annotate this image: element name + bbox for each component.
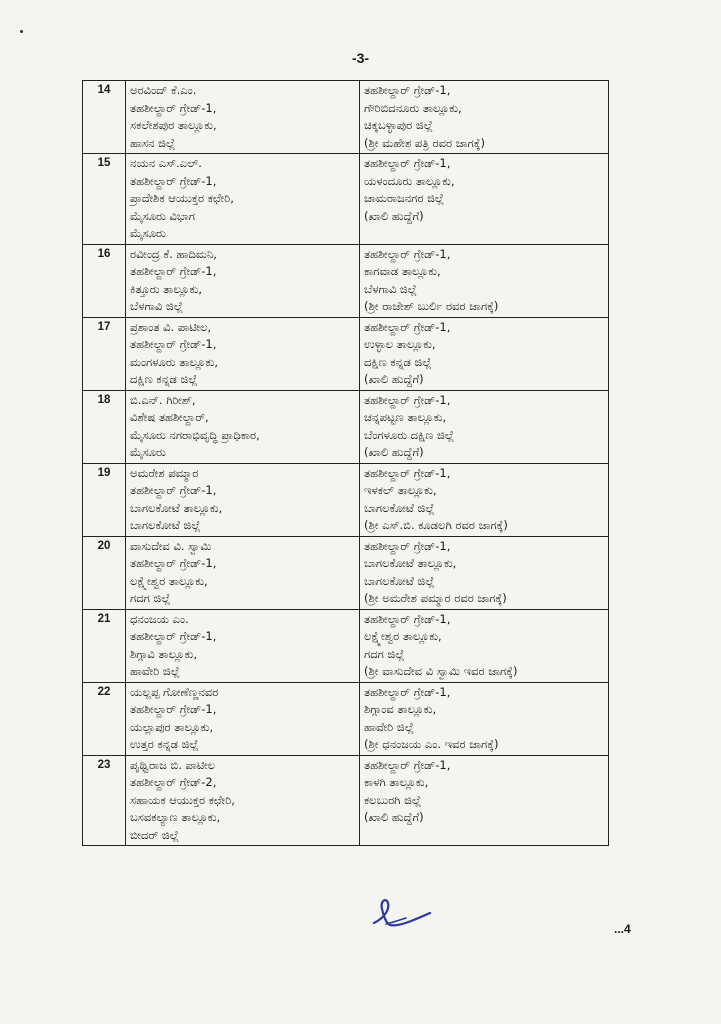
current-posting-line: ಲಕ್ಷ್ಮೇಶ್ವರ ತಾಲ್ಲೂಕು, <box>130 573 208 588</box>
new-posting-line: ತಹಶೀಲ್ದಾರ್ ಗ್ರೇಡ್-1, <box>364 538 451 553</box>
current-posting-line: ಬಿ.ಎನ್. ಗಿರೀಶ್, <box>130 392 196 407</box>
continuation-marker: ...4 <box>614 922 631 936</box>
table-row <box>83 536 609 609</box>
table-row <box>83 682 609 755</box>
new-posting-line: ಚಿಕ್ಕಬಳ್ಳಾಪುರ ಜಿಲ್ಲೆ <box>364 118 433 132</box>
current-posting-line: ತಹಶೀಲ್ದಾರ್ ಗ್ರೇಡ್-1, <box>130 629 217 643</box>
new-posting-line: ಇಳಕಲ್ ತಾಲ್ಲೂಕು, <box>364 483 437 497</box>
current-posting-cell <box>126 755 360 846</box>
new-posting-line: ಶಿಗ್ಗಾಂವ ತಾಲ್ಲೂಕು, <box>364 702 437 716</box>
serial-number-cell: 18 <box>83 390 126 463</box>
current-posting-line: ಮೈಸೂರು <box>130 445 166 459</box>
current-posting-line: ಕಿತ್ತೂರು ತಾಲ್ಲೂಕು, <box>130 281 202 296</box>
current-posting-line: ದಕ್ಷಿಣ ಕನ್ನಡ ಜಿಲ್ಲೆ <box>130 372 198 386</box>
current-posting-line: ತಹಶೀಲ್ದಾರ್ ಗ್ರೇಡ್-1, <box>130 702 217 716</box>
new-posting-line: ಬಾಗಲಕೋಟೆ ತಾಲ್ಲೂಕು, <box>364 556 457 570</box>
table-row <box>83 755 609 846</box>
table-row <box>83 317 609 390</box>
current-posting-line: ಮೈಸೂರು ನಗರಾಭಿವೃದ್ಧಿ ಪ್ರಾಧಿಕಾರ, <box>130 427 260 442</box>
speck-mark <box>20 30 23 33</box>
new-posting-line: ಗದಗ ಜಿಲ್ಲೆ <box>364 646 405 661</box>
current-posting-cell <box>126 682 360 755</box>
current-posting-line: ಸಹಾಯಕ ಆಯುಕ್ತರ ಕಛೇರಿ, <box>130 792 235 807</box>
new-posting-line: (ಶ್ರೀ ಎಸ್.ಬಿ. ಕೂಡಲಗಿ ರವರ ಜಾಗಕ್ಕೆ) <box>364 518 508 532</box>
new-posting-line: ಉಳ್ಳಾಲ ತಾಲ್ಲೂಕು, <box>364 337 436 351</box>
new-posting-line: ಕಾಳಗಿ ತಾಲ್ಲೂಕು, <box>364 775 429 789</box>
current-posting-cell <box>126 154 360 245</box>
table-row <box>83 154 609 245</box>
new-posting-line: ಗೌರಿಬಿದನೂರು ತಾಲ್ಲೂಕು, <box>364 100 462 115</box>
current-posting-line: ಅರವಿಂದ್ ಕೆ.ಎಂ. <box>130 83 197 97</box>
new-posting-line: (ಖಾಲಿ ಹುದ್ದೆಗೆ) <box>364 445 424 459</box>
new-posting-cell <box>360 755 609 846</box>
current-posting-line: ಗದಗ ಜಿಲ್ಲೆ <box>130 591 171 605</box>
new-posting-line: ತಹಶೀಲ್ದಾರ್ ಗ್ರೇಡ್-1, <box>364 684 451 699</box>
new-posting-line: (ಶ್ರೀ ಅಮರೇಶ ಪಮ್ಮಾರ ರವರ ಜಾಗಕ್ಕೆ) <box>364 591 507 605</box>
current-posting-cell <box>126 244 360 317</box>
new-posting-line: ತಹಶೀಲ್ದಾರ್ ಗ್ರೇಡ್-1, <box>364 156 451 170</box>
new-posting-line: ದಕ್ಷಿಣ ಕನ್ನಡ ಜಿಲ್ಲೆ <box>364 354 432 369</box>
current-posting-line: ಶಿಗ್ಗಾವಿ ತಾಲ್ಲೂಕು, <box>130 646 198 661</box>
current-posting-cell <box>126 609 360 682</box>
current-posting-line: ವಾಸುದೇವ ವಿ. ಸ್ವಾಮಿ <box>130 538 212 553</box>
new-posting-line: (ಶ್ರೀ ಮಹೇಶ ಪತ್ರಿ ರವರ ಜಾಗಕ್ಕೆ) <box>364 135 485 150</box>
current-posting-cell <box>126 536 360 609</box>
new-posting-cell <box>360 154 609 245</box>
new-posting-line: (ಶ್ರೀ ವಾಸುದೇವ ವಿ ಸ್ವಾಮಿ ಇವರ ಜಾಗಕ್ಕೆ) <box>364 664 518 678</box>
new-posting-cell <box>360 609 609 682</box>
table-row <box>83 81 609 154</box>
current-posting-line: ಬಾಗಲಕೋಟೆ ತಾಲ್ಲೂಕು, <box>130 500 223 515</box>
new-posting-cell <box>360 682 609 755</box>
serial-number-cell: 16 <box>83 244 126 317</box>
new-posting-line: (ಖಾಲಿ ಹುದ್ದೆಗೆ) <box>364 810 424 824</box>
current-posting-line: ಸಕಲೇಶಪುರ ತಾಲ್ಲೂಕು, <box>130 118 217 132</box>
new-posting-line: ಹಾವೇರಿ ಜಿಲ್ಲೆ <box>364 719 414 734</box>
current-posting-line: ಅಮರೇಶ ಪಮ್ಮಾರ <box>130 465 199 480</box>
current-posting-line: ತಹಶೀಲ್ದಾರ್ ಗ್ರೇಡ್-1, <box>130 100 217 115</box>
new-posting-line: ತಹಶೀಲ್ದಾರ್ ಗ್ರೇಡ್-1, <box>364 83 451 97</box>
serial-number-cell: 20 <box>83 536 126 609</box>
new-posting-line: ಬಾಗಲಕೋಟೆ ಜಿಲ್ಲೆ <box>364 500 435 515</box>
serial-number-cell: 21 <box>83 609 126 682</box>
current-posting-line: ಹಾವೇರಿ ಜಿಲ್ಲೆ <box>130 664 180 678</box>
serial-number-cell: 22 <box>83 682 126 755</box>
page-number: -3- <box>351 50 370 66</box>
new-posting-line: ಕಲಬುರಗಿ ಜಿಲ್ಲೆ <box>364 792 422 807</box>
new-posting-line: ಲಕ್ಷ್ಮೇಶ್ವರ ತಾಲ್ಲೂಕು, <box>364 629 442 643</box>
current-posting-line: ತಹಶೀಲ್ದಾರ್ ಗ್ರೇಡ್-1, <box>130 173 217 188</box>
new-posting-line: (ಶ್ರೀ ರಾಜೇಶ್ ಬುರ್ಲಿ ರವರ ಜಾಗಕ್ಕೆ) <box>364 299 499 313</box>
current-posting-line: ನಯನ ಎಸ್.ಎಲ್. <box>130 156 202 170</box>
current-posting-line: ತಹಶೀಲ್ದಾರ್ ಗ್ರೇಡ್-1, <box>130 264 217 278</box>
new-posting-line: ಯಳಂದೂರು ತಾಲ್ಲೂಕು, <box>364 173 455 188</box>
serial-number-cell: 19 <box>83 463 126 536</box>
serial-number-cell: 14 <box>83 81 126 154</box>
current-posting-line: ರವೀಂದ್ರ ಕೆ. ಹಾದಿಮನಿ, <box>130 246 217 261</box>
current-posting-cell <box>126 390 360 463</box>
current-posting-line: ತಹಶೀಲ್ದಾರ್ ಗ್ರೇಡ್-2, <box>130 775 217 789</box>
current-posting-line: ಯಲ್ಲಾಪುರ ತಾಲ್ಲೂಕು, <box>130 719 214 734</box>
current-posting-line: ತಹಶೀಲ್ದಾರ್ ಗ್ರೇಡ್-1, <box>130 337 217 351</box>
new-posting-cell <box>360 463 609 536</box>
new-posting-line: ಚನ್ನಪಟ್ಟಣ ತಾಲ್ಲೂಕು, <box>364 410 447 424</box>
new-posting-line: ತಹಶೀಲ್ದಾರ್ ಗ್ರೇಡ್-1, <box>364 246 451 261</box>
current-posting-line: ಬೀದರ್ ಜಿಲ್ಲೆ <box>130 827 179 842</box>
new-posting-cell <box>360 536 609 609</box>
transfer-table <box>82 80 609 846</box>
new-posting-line: (ಶ್ರೀ ಧನಂಜಯ ಎಂ. ಇವರ ಜಾಗಕ್ಕೆ) <box>364 737 499 751</box>
current-posting-line: ತಹಶೀಲ್ದಾರ್ ಗ್ರೇಡ್-1, <box>130 556 217 570</box>
table-row <box>83 463 609 536</box>
new-posting-line: ಬಾಗಲಕೋಟೆ ಜಿಲ್ಲೆ <box>364 573 435 588</box>
new-posting-line: ಬೆಳಗಾವಿ ಜಿಲ್ಲೆ <box>364 281 417 296</box>
table-row <box>83 244 609 317</box>
current-posting-line: ಮೈಸೂರು <box>130 226 166 240</box>
current-posting-cell <box>126 81 360 154</box>
current-posting-line: ಪ್ರಾದೇಶಿಕ ಆಯುಕ್ತರ ಕಛೇರಿ, <box>130 191 234 205</box>
current-posting-line: ಬೆಳಗಾವಿ ಜಿಲ್ಲೆ <box>130 299 183 313</box>
current-posting-line: ಮಂಗಳೂರು ತಾಲ್ಲೂಕು, <box>130 354 219 369</box>
current-posting-line: ಯಲ್ಲಪ್ಪ ಗೋಣೆಣ್ಣನವರ <box>130 684 219 699</box>
serial-number-cell: 17 <box>83 317 126 390</box>
current-posting-line: ಮೈಸೂರು ವಿಭಾಗ <box>130 208 195 223</box>
signature-icon <box>368 893 438 933</box>
serial-number-cell: 23 <box>83 755 126 846</box>
current-posting-line: ವಿಶೇಷ ತಹಶೀಲ್ದಾರ್, <box>130 410 209 424</box>
new-posting-line: (ಖಾಲಿ ಹುದ್ದೆಗೆ) <box>364 208 424 223</box>
current-posting-line: ಧನಂಜಯ ಎಂ. <box>130 611 189 626</box>
new-posting-cell <box>360 390 609 463</box>
current-posting-line: ತಹಶೀಲ್ದಾರ್ ಗ್ರೇಡ್-1, <box>130 483 217 497</box>
table-row <box>83 390 609 463</box>
new-posting-line: ತಹಶೀಲ್ದಾರ್ ಗ್ರೇಡ್-1, <box>364 392 451 407</box>
current-posting-line: ಬಸವಕಲ್ಯಾಣ ತಾಲ್ಲೂಕು, <box>130 810 221 824</box>
current-posting-line: ಉತ್ತರ ಕನ್ನಡ ಜಿಲ್ಲೆ <box>130 737 199 751</box>
current-posting-line: ಪೃಥ್ವಿರಾಜ ಬಿ. ಪಾಟೀಲ <box>130 757 216 772</box>
serial-number-cell: 15 <box>83 154 126 245</box>
current-posting-cell <box>126 317 360 390</box>
new-posting-line: ಬೆಂಗಳೂರು ದಕ್ಷಿಣ ಜಿಲ್ಲೆ <box>364 427 455 442</box>
current-posting-line: ಹಾಸನ ಜಿಲ್ಲೆ <box>130 135 176 150</box>
new-posting-line: ತಹಶೀಲ್ದಾರ್ ಗ್ರೇಡ್-1, <box>364 465 451 480</box>
transfer-table-body <box>83 81 609 846</box>
new-posting-line: ತಹಶೀಲ್ದಾರ್ ಗ್ರೇಡ್-1, <box>364 319 451 334</box>
table-row <box>83 609 609 682</box>
new-posting-cell <box>360 81 609 154</box>
new-posting-cell <box>360 244 609 317</box>
current-posting-line: ಪ್ರಶಾಂತ ವಿ. ಪಾಟೀಲ, <box>130 319 212 334</box>
current-posting-line: ಬಾಗಲಕೋಟೆ ಜಿಲ್ಲೆ <box>130 518 201 532</box>
current-posting-cell <box>126 463 360 536</box>
new-posting-line: ಚಾಮರಾಜನಗರ ಜಿಲ್ಲೆ <box>364 191 445 205</box>
new-posting-cell <box>360 317 609 390</box>
new-posting-line: ತಹಶೀಲ್ದಾರ್ ಗ್ರೇಡ್-1, <box>364 757 451 772</box>
new-posting-line: (ಖಾಲಿ ಹುದ್ದೆಗೆ) <box>364 372 424 386</box>
new-posting-line: ತಹಶೀಲ್ದಾರ್ ಗ್ರೇಡ್-1, <box>364 611 451 626</box>
new-posting-line: ಕಾಗವಾಡ ತಾಲ್ಲೂಕು, <box>364 264 441 278</box>
